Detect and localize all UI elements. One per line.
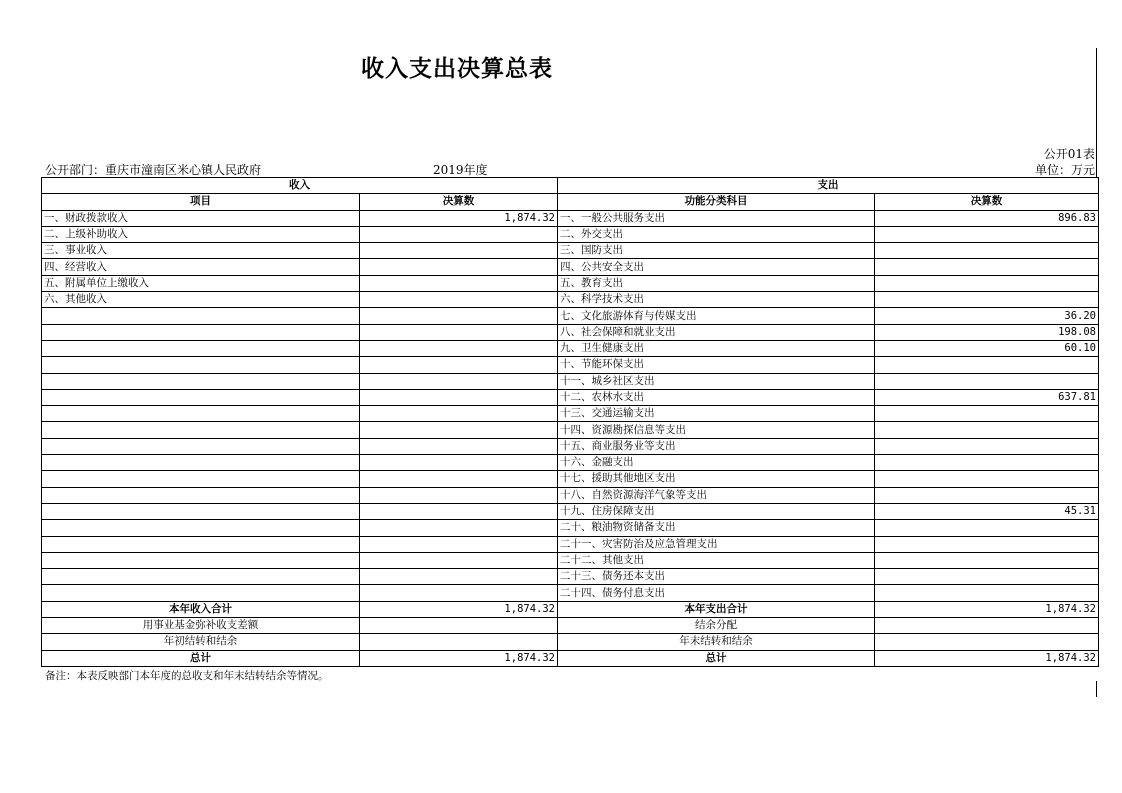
expense-amount-header: 决算数 bbox=[875, 194, 1099, 210]
table-row bbox=[42, 259, 1099, 275]
expense-item-cell: 二十一、灾害防治及应急管理支出 bbox=[558, 536, 875, 552]
table-number: 公开01表 bbox=[1043, 147, 1095, 161]
expense-summary-amount: 1,874.32 bbox=[875, 601, 1099, 617]
table-row bbox=[42, 373, 1099, 389]
expense-item-cell: 四、公共安全支出 bbox=[558, 259, 875, 275]
income-amount-cell bbox=[360, 373, 558, 389]
expense-item-cell: 十六、金融支出 bbox=[558, 455, 875, 471]
income-summary-amount bbox=[360, 618, 558, 634]
expense-summary-label: 年末结转和结余 bbox=[558, 634, 875, 650]
income-item-cell bbox=[42, 422, 360, 438]
expense-item-cell: 五、教育支出 bbox=[558, 275, 875, 291]
table-body bbox=[42, 210, 1099, 601]
page-edge-rule bbox=[1096, 48, 1097, 178]
income-amount-header: 决算数 bbox=[360, 194, 558, 210]
table-row bbox=[42, 226, 1099, 242]
income-item-cell: 四、经营收入 bbox=[42, 259, 360, 275]
expense-summary-label: 本年支出合计 bbox=[558, 601, 875, 617]
table-row bbox=[42, 308, 1099, 324]
expense-amount-cell bbox=[875, 585, 1099, 601]
income-item-cell bbox=[42, 585, 360, 601]
expense-amount-cell bbox=[875, 259, 1099, 275]
department-label: 公开部门：重庆市潼南区米心镇人民政府 bbox=[45, 163, 262, 177]
income-item-cell bbox=[42, 536, 360, 552]
income-amount-cell bbox=[360, 406, 558, 422]
income-summary-label: 本年收入合计 bbox=[42, 601, 360, 617]
income-item-header: 项目 bbox=[42, 194, 360, 210]
table-row bbox=[42, 389, 1099, 405]
expense-amount-cell bbox=[875, 292, 1099, 308]
income-item-cell: 一、财政拨款收入 bbox=[42, 210, 360, 226]
income-group-header: 收入 bbox=[42, 178, 558, 194]
expense-item-cell: 十二、农林水支出 bbox=[558, 389, 875, 405]
table-summary bbox=[42, 601, 1099, 666]
expense-item-cell: 十八、自然资源海洋气象等支出 bbox=[558, 487, 875, 503]
table-row bbox=[42, 536, 1099, 552]
income-amount-cell bbox=[360, 552, 558, 568]
expense-amount-cell bbox=[875, 357, 1099, 373]
income-summary-label: 用事业基金弥补收支差额 bbox=[42, 618, 360, 634]
income-amount-cell: 1,874.32 bbox=[360, 210, 558, 226]
income-amount-cell bbox=[360, 569, 558, 585]
income-amount-cell bbox=[360, 520, 558, 536]
table-row bbox=[42, 487, 1099, 503]
expense-item-cell: 十五、商业服务业等支出 bbox=[558, 438, 875, 454]
page-edge-rule bbox=[1096, 681, 1097, 697]
income-item-cell bbox=[42, 340, 360, 356]
income-item-cell bbox=[42, 406, 360, 422]
income-summary-amount: 1,874.32 bbox=[360, 601, 558, 617]
expense-item-cell: 十九、住房保障支出 bbox=[558, 503, 875, 519]
expense-amount-cell bbox=[875, 471, 1099, 487]
income-item-cell: 六、其他收入 bbox=[42, 292, 360, 308]
fiscal-year: 2019年度 bbox=[433, 163, 488, 177]
income-item-cell bbox=[42, 389, 360, 405]
expense-amount-cell bbox=[875, 520, 1099, 536]
table-row bbox=[42, 324, 1099, 340]
income-amount-cell bbox=[360, 357, 558, 373]
income-item-cell bbox=[42, 552, 360, 568]
income-item-cell bbox=[42, 471, 360, 487]
expense-item-cell: 十七、援助其他地区支出 bbox=[558, 471, 875, 487]
income-amount-cell bbox=[360, 487, 558, 503]
expense-amount-cell bbox=[875, 487, 1099, 503]
income-summary-amount bbox=[360, 634, 558, 650]
expense-item-header: 功能分类科目 bbox=[558, 194, 875, 210]
expense-item-cell: 三、国防支出 bbox=[558, 243, 875, 259]
income-amount-cell bbox=[360, 275, 558, 291]
expense-amount-cell: 36.20 bbox=[875, 308, 1099, 324]
income-summary-label: 总计 bbox=[42, 650, 360, 666]
expense-amount-cell: 637.81 bbox=[875, 389, 1099, 405]
summary-row bbox=[42, 634, 1099, 650]
income-amount-cell bbox=[360, 389, 558, 405]
expense-item-cell: 二十四、债务付息支出 bbox=[558, 585, 875, 601]
expense-amount-cell: 896.83 bbox=[875, 210, 1099, 226]
table-row bbox=[42, 569, 1099, 585]
expense-item-cell: 二十、粮油物资储备支出 bbox=[558, 520, 875, 536]
table-row bbox=[42, 340, 1099, 356]
expense-amount-cell: 45.31 bbox=[875, 503, 1099, 519]
table-row bbox=[42, 520, 1099, 536]
income-item-cell bbox=[42, 455, 360, 471]
income-amount-cell bbox=[360, 259, 558, 275]
expense-amount-cell bbox=[875, 275, 1099, 291]
income-summary-amount: 1,874.32 bbox=[360, 650, 558, 666]
expense-amount-cell bbox=[875, 422, 1099, 438]
expense-summary-amount bbox=[875, 618, 1099, 634]
income-amount-cell bbox=[360, 455, 558, 471]
expense-item-cell: 七、文化旅游体育与传媒支出 bbox=[558, 308, 875, 324]
income-item-cell bbox=[42, 520, 360, 536]
table-row bbox=[42, 275, 1099, 291]
expense-amount-cell: 60.10 bbox=[875, 340, 1099, 356]
table-row bbox=[42, 422, 1099, 438]
income-amount-cell bbox=[360, 503, 558, 519]
summary-row bbox=[42, 650, 1099, 666]
table-row bbox=[42, 292, 1099, 308]
expense-item-cell: 十、节能环保支出 bbox=[558, 357, 875, 373]
income-item-cell bbox=[42, 308, 360, 324]
expense-group-header: 支出 bbox=[558, 178, 1099, 194]
income-amount-cell bbox=[360, 324, 558, 340]
footnote: 备注：本表反映部门本年度的总收支和年末结转结余等情况。 bbox=[45, 670, 329, 682]
expense-item-cell: 六、科学技术支出 bbox=[558, 292, 875, 308]
income-item-cell bbox=[42, 324, 360, 340]
income-item-cell bbox=[42, 357, 360, 373]
income-item-cell bbox=[42, 373, 360, 389]
expense-item-cell: 二十二、其他支出 bbox=[558, 552, 875, 568]
table-row bbox=[42, 406, 1099, 422]
income-item-cell bbox=[42, 487, 360, 503]
column-header-row bbox=[42, 194, 1099, 210]
expense-amount-cell bbox=[875, 373, 1099, 389]
expense-summary-label: 结余分配 bbox=[558, 618, 875, 634]
income-item-cell bbox=[42, 569, 360, 585]
group-header-row bbox=[42, 178, 1099, 194]
expense-amount-cell bbox=[875, 243, 1099, 259]
expense-item-cell: 九、卫生健康支出 bbox=[558, 340, 875, 356]
income-amount-cell bbox=[360, 226, 558, 242]
income-amount-cell bbox=[360, 422, 558, 438]
expense-item-cell: 八、社会保障和就业支出 bbox=[558, 324, 875, 340]
expense-amount-cell bbox=[875, 406, 1099, 422]
income-amount-cell bbox=[360, 308, 558, 324]
income-amount-cell bbox=[360, 340, 558, 356]
summary-row bbox=[42, 601, 1099, 617]
table-row bbox=[42, 438, 1099, 454]
table-row bbox=[42, 552, 1099, 568]
expense-amount-cell: 198.08 bbox=[875, 324, 1099, 340]
table-row bbox=[42, 357, 1099, 373]
page-title: 收入支出决算总表 bbox=[361, 56, 553, 82]
expense-amount-cell bbox=[875, 438, 1099, 454]
table-row bbox=[42, 210, 1099, 226]
expense-item-cell: 二、外交支出 bbox=[558, 226, 875, 242]
table-row bbox=[42, 471, 1099, 487]
expense-item-cell: 十四、资源勘探信息等支出 bbox=[558, 422, 875, 438]
income-item-cell bbox=[42, 503, 360, 519]
expense-item-cell: 一、一般公共服务支出 bbox=[558, 210, 875, 226]
income-item-cell: 三、事业收入 bbox=[42, 243, 360, 259]
expense-amount-cell bbox=[875, 552, 1099, 568]
income-amount-cell bbox=[360, 438, 558, 454]
expense-summary-amount: 1,874.32 bbox=[875, 650, 1099, 666]
budget-table bbox=[41, 177, 1099, 667]
income-item-cell: 五、附属单位上缴收入 bbox=[42, 275, 360, 291]
income-amount-cell bbox=[360, 292, 558, 308]
expense-amount-cell bbox=[875, 226, 1099, 242]
income-amount-cell bbox=[360, 585, 558, 601]
expense-amount-cell bbox=[875, 569, 1099, 585]
income-amount-cell bbox=[360, 536, 558, 552]
income-item-cell: 二、上级补助收入 bbox=[42, 226, 360, 242]
expense-item-cell: 十三、交通运输支出 bbox=[558, 406, 875, 422]
table-row bbox=[42, 585, 1099, 601]
expense-item-cell: 二十三、债务还本支出 bbox=[558, 569, 875, 585]
expense-amount-cell bbox=[875, 455, 1099, 471]
expense-summary-label: 总计 bbox=[558, 650, 875, 666]
expense-item-cell: 十一、城乡社区支出 bbox=[558, 373, 875, 389]
table-row bbox=[42, 455, 1099, 471]
income-amount-cell bbox=[360, 471, 558, 487]
income-amount-cell bbox=[360, 243, 558, 259]
expense-amount-cell bbox=[875, 536, 1099, 552]
income-summary-label: 年初结转和结余 bbox=[42, 634, 360, 650]
table-row bbox=[42, 243, 1099, 259]
table-row bbox=[42, 503, 1099, 519]
unit-label: 单位：万元 bbox=[1034, 163, 1095, 177]
summary-row bbox=[42, 618, 1099, 634]
income-item-cell bbox=[42, 438, 360, 454]
expense-summary-amount bbox=[875, 634, 1099, 650]
